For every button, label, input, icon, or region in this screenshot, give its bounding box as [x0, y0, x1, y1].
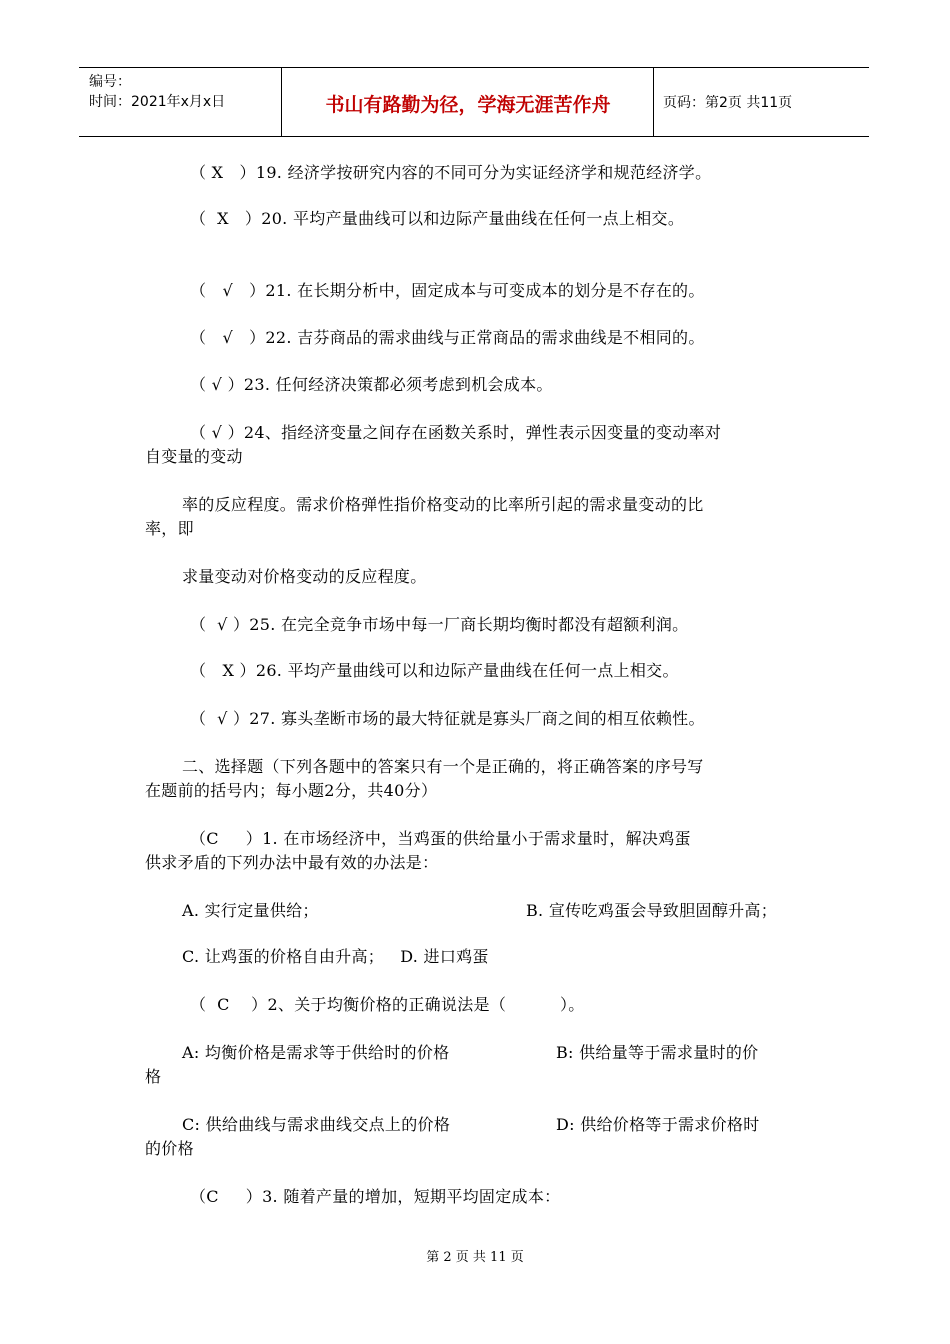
option-2b-cont: 格 [145, 1067, 162, 1086]
choice-question-1-cont: 供求矛盾的下列办法中最有效的办法是： [145, 853, 439, 872]
doc-time-label: 时间：2021年x月x日 [89, 94, 226, 110]
question-23: （ √ ）23. 任何经济决策都必须考虑到机会成本。 [190, 375, 553, 394]
question-24-end: 求量变动对价格变动的反应程度。 [182, 567, 427, 586]
question-24-cont: 自变量的变动 [145, 447, 243, 466]
question-21: （ √ ）21. 在长期分析中，固定成本与可变成本的划分是不存在的。 [190, 281, 705, 300]
option-2d: D: 供给价格等于需求价格时 [556, 1115, 760, 1134]
question-20: （ X ）20. 平均产量曲线可以和边际产量曲线在任何一点上相交。 [190, 209, 685, 228]
option-2c: C: 供给曲线与需求曲线交点上的价格 [182, 1115, 451, 1134]
option-2b: B: 供给量等于需求量时的价 [556, 1043, 759, 1062]
choice-question-1: （C ）1. 在市场经济中，当鸡蛋的供给量小于需求量时，解决鸡蛋 [190, 829, 691, 848]
question-26: （ X ）26. 平均产量曲线可以和边际产量曲线在任何一点上相交。 [190, 661, 679, 680]
question-24: （ √ ）24、指经济变量之间存在函数关系时，弹性表示因变量的变动率对 [190, 423, 722, 442]
option-1cd: C. 让鸡蛋的价格自由升高； D. 进口鸡蛋 [182, 947, 489, 966]
section-2-heading: 二、选择题（下列各题中的答案只有一个是正确的，将正确答案的序号写 [182, 757, 704, 776]
section-2-heading-cont: 在题前的括号内；每小题2分，共40分） [145, 781, 438, 800]
header-page-info: 页码：第2页 共11页 [663, 95, 793, 111]
header-motto: 书山有路勤为径，学海无涯苦作舟 [325, 94, 611, 116]
page-header [79, 67, 869, 137]
question-24-para-cont: 率，即 [145, 519, 194, 538]
option-1a: A. 实行定量供给； [182, 901, 319, 920]
question-19: （ X ）19. 经济学按研究内容的不同可分为实证经济学和规范经济学。 [190, 163, 712, 182]
question-27: （ √ ）27. 寡头垄断市场的最大特征就是寡头厂商之间的相互依赖性。 [190, 709, 705, 728]
question-24-para: 率的反应程度。需求价格弹性指价格变动的比率所引起的需求量变动的比 [182, 495, 704, 514]
question-22: （ √ ）22. 吉芬商品的需求曲线与正常商品的需求曲线是不相同的。 [190, 328, 705, 347]
page-footer: 第 2 页 共 11 页 [426, 1250, 524, 1265]
doc-number-label: 编号： [89, 74, 131, 90]
header-divider [653, 68, 654, 136]
option-2a: A: 均衡价格是需求等于供给时的价格 [182, 1043, 450, 1062]
question-25: （ √ ）25. 在完全竞争市场中每一厂商长期均衡时都没有超额利润。 [190, 615, 689, 634]
option-1b: B. 宣传吃鸡蛋会导致胆固醇升高； [526, 901, 778, 920]
header-left [89, 72, 225, 112]
header-divider [281, 68, 282, 136]
choice-question-2: （ C ）2、关于均衡价格的正确说法是（ ）。 [190, 995, 585, 1014]
option-2d-cont: 的价格 [145, 1139, 194, 1158]
choice-question-3: （C ）3. 随着产量的增加，短期平均固定成本： [190, 1187, 561, 1206]
